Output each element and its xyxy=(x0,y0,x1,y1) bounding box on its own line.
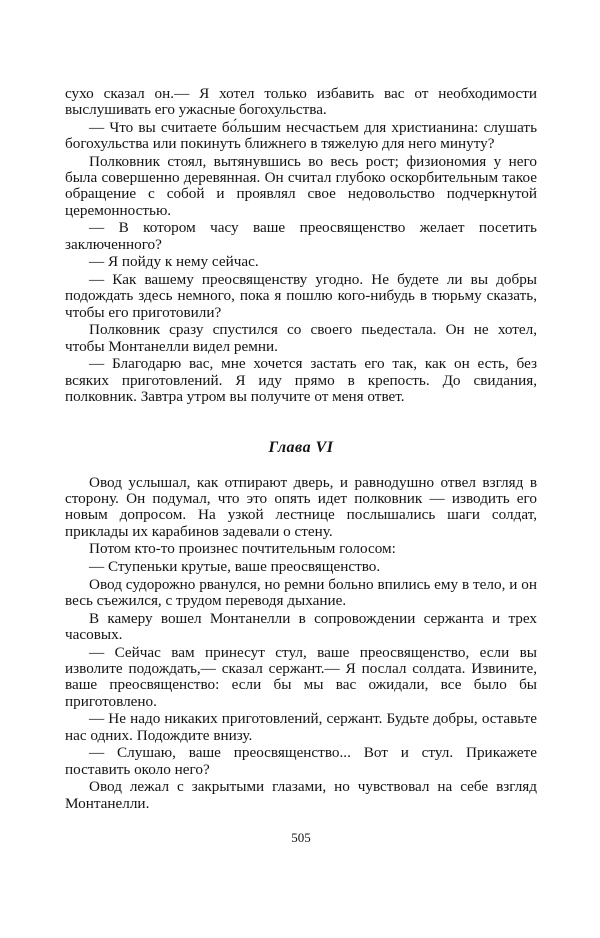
paragraph: — Что вы считаете бо́льшим несчастьем для христианина: слушать богохульства или покинуть ближнего в тяжелую для него минуту? xyxy=(65,119,537,153)
paragraph: Полковник стоял, вытянувшись во весь рост; физиономия у него была совершенно деревянная. Он считал глубоко оскорбительным такое обращение с собой и проявлял свое недовольство подчеркнутой церемонностью. xyxy=(65,153,537,219)
page-number: 505 xyxy=(291,830,311,845)
paragraph: Овод судорожно рванулся, но ремни больно впились ему в тело, и он весь съежился, с трудом переводя дыхание. xyxy=(65,576,537,610)
paragraph: — Как вашему преосвященству угодно. Не будете ли вы добры подождать здесь немного, пока я пошлю кого-нибудь в тюрьму сказать, чтобы его приготовили? xyxy=(65,271,537,321)
paragraph: Потом кто-то произнес почтительным голосом: xyxy=(89,540,396,558)
paragraph: Овод услышал, как отпирают дверь, и равнодушно отвел взгляд в сторону. Он подумал, что это опять идет полковник — изводить его новым допросом. На узкой лестнице послышались шаги солдат, приклады их карабинов задевали о стену. xyxy=(65,474,537,540)
paragraph: сухо сказал он.— Я хотел только избавить вас от необходимости выслушивать его ужасные богохульства. xyxy=(65,85,537,119)
paragraph: Полковник сразу спустился со своего пьедестала. Он не хотел, чтобы Монтанелли видел ремни. xyxy=(65,321,537,355)
paragraph: — Слушаю, ваше преосвященство... Вот и стул. Прикажете поставить около него? xyxy=(65,744,537,778)
paragraph: — Сейчас вам принесут стул, ваше преосвященство, если вы изволите подождать,— сказал сержант.— Я послал солдата. Извините, ваше преосвященство: если бы мы вас ожидали, все было бы приготовлено. xyxy=(65,644,537,710)
paragraph: Овод лежал с закрытыми глазами, но чувствовал на себе взгляд Монтанелли. xyxy=(65,778,537,812)
paragraph: — Не надо никаких приготовлений, сержант. Будьте добры, оставьте нас одних. Подождите внизу. xyxy=(65,710,537,744)
paragraph: — Благодарю вас, мне хочется застать его так, как он есть, без всяких приготовлений. Я иду прямо в крепость. До свидания, полковник. Завтра утром вы получите от меня ответ. xyxy=(65,355,537,405)
paragraph: В камеру вошел Монтанелли в сопровождении сержанта и трех часовых. xyxy=(65,610,537,644)
chapter-title: Глава VI xyxy=(268,439,334,456)
paragraph: — Ступеньки крутые, ваше преосвященство. xyxy=(89,558,381,576)
paragraph: — Я пойду к нему сейчас. xyxy=(89,253,259,271)
text-block-top xyxy=(65,86,537,405)
text-block-bottom xyxy=(65,475,537,812)
paragraph: — В котором часу ваше преосвященство желает посетить заключенного? xyxy=(65,219,537,253)
